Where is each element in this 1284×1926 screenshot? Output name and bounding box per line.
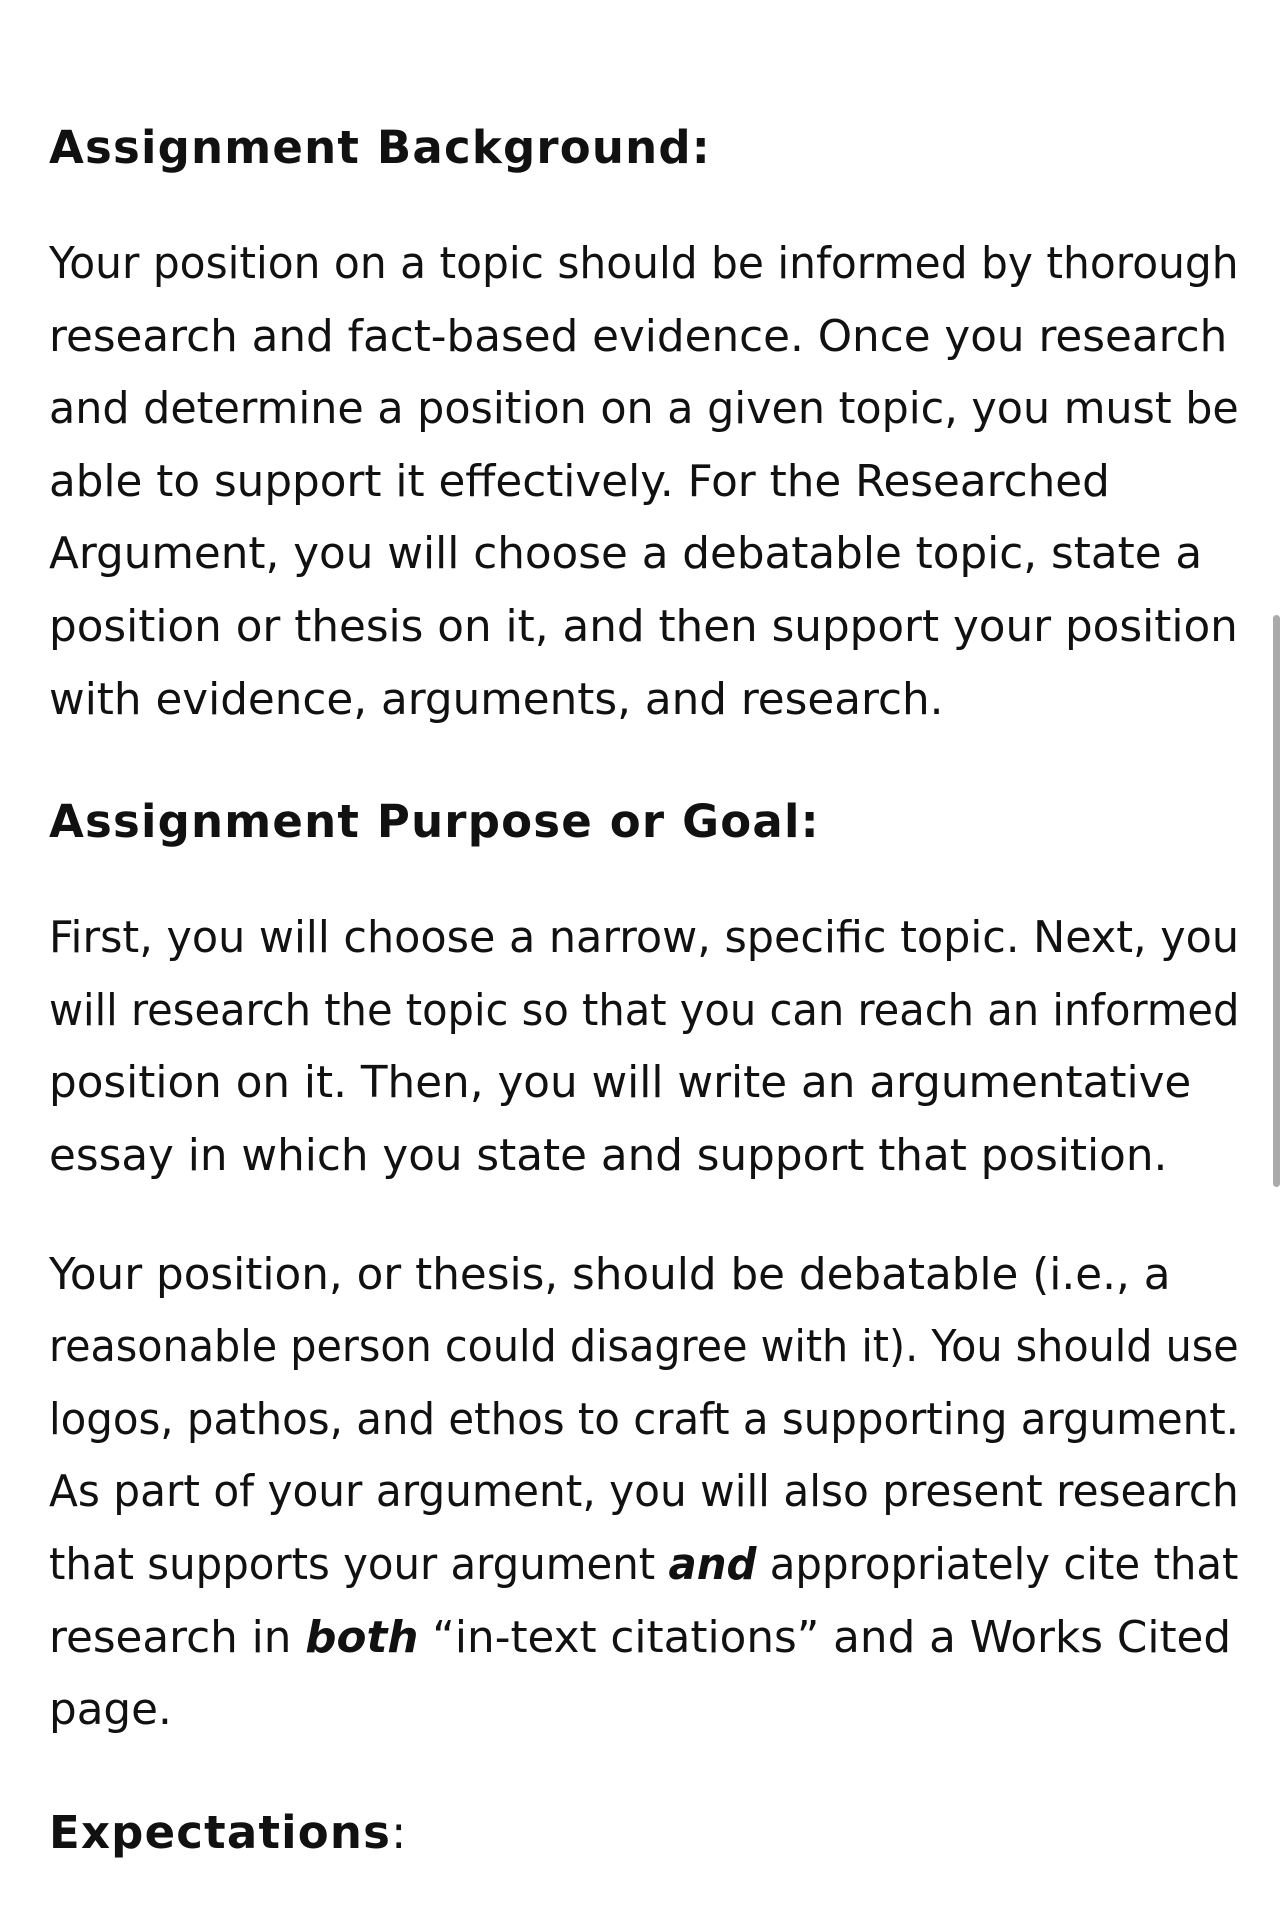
background-paragraph xyxy=(49,228,1249,736)
text-line: Your position on a topic should be informed by thorough xyxy=(49,238,1239,289)
heading-suffix: : xyxy=(391,1805,408,1859)
text-line: essay in which you state and support that position. xyxy=(49,1129,1168,1181)
emphasis-text: and xyxy=(668,1538,757,1590)
text-line: First, you will choose a narrow, specific topic. Next, you xyxy=(49,912,1240,964)
emphasis-text: both xyxy=(305,1611,419,1663)
purpose-paragraph-2 xyxy=(49,1239,1249,1747)
text-run: that supports your argument xyxy=(49,1538,669,1590)
vertical-scrollbar[interactable] xyxy=(1273,615,1280,1187)
text-line: As part of your argument, you will also present research xyxy=(49,1466,1239,1518)
text-line: page. xyxy=(49,1684,172,1736)
text-line: position or thesis on it, and then support your position xyxy=(49,600,1238,652)
text-line: Your position, or thesis, should be debatable (i.e., a xyxy=(49,1248,1171,1300)
text-line: reasonable person could disagree with it). You should use xyxy=(49,1321,1239,1373)
text-line xyxy=(49,1529,1239,1602)
text-run: research in xyxy=(49,1611,306,1663)
text-line: with evidence, arguments, and research. xyxy=(49,673,944,725)
text-line: able to support it effectively. For the Researched xyxy=(49,455,1110,507)
purpose-paragraph-1 xyxy=(49,902,1249,1192)
text-line: Argument, you will choose a debatable topic, state a xyxy=(49,528,1203,580)
section-heading-purpose: Assignment Purpose or Goal: xyxy=(49,795,820,849)
text-line: logos, pathos, and ethos to craft a supporting argument. xyxy=(49,1393,1239,1445)
section-heading-background: Assignment Background: xyxy=(49,121,711,174)
text-run: “in-text citations” and a Works Cited xyxy=(418,1611,1232,1663)
text-line: research and fact-based evidence. Once you research xyxy=(49,310,1228,362)
heading-text: Expectations xyxy=(49,1805,392,1859)
text-line: position on it. Then, you will write an argumentative xyxy=(49,1057,1192,1109)
text-line xyxy=(49,1602,1239,1675)
section-heading-expectations xyxy=(49,1793,1249,1873)
text-line: will research the topic so that you can reach an informed xyxy=(49,984,1240,1036)
text-run: appropriately cite that xyxy=(756,1538,1239,1590)
text-line: and determine a position on a given topic, you must be xyxy=(49,383,1239,435)
document-body xyxy=(49,108,1249,1913)
